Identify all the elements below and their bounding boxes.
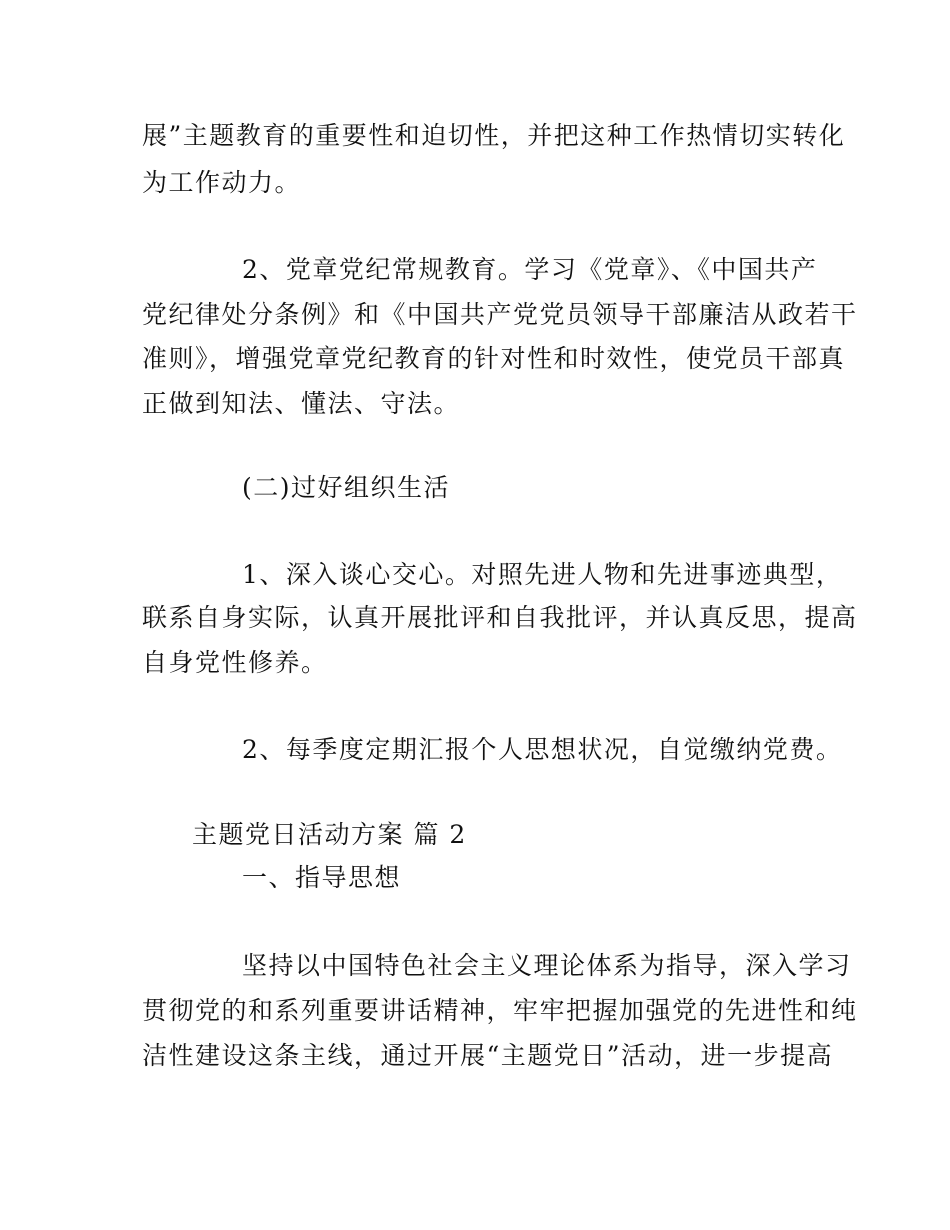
paragraph-line: 2、每季度定期汇报个人思想状况，自觉缴纳党费。 [242, 735, 843, 764]
document-title: 主题党日活动方案 篇 2 [192, 820, 467, 849]
paragraph-line: 准则》，增强党章党纪教育的针对性和时效性，使党员干部真 [142, 344, 846, 373]
section-heading: (二)过好组织生活 [242, 473, 451, 502]
paragraph-line: 展”主题教育的重要性和迫切性，并把这种工作热情切实转化 [142, 121, 846, 150]
paragraph-line: 自身党性修养。 [142, 648, 328, 677]
paragraph-line: 正做到知法、懂法、守法。 [142, 389, 461, 418]
paragraph-line: 坚持以中国特色社会主义理论体系为指导，深入学习 [242, 951, 852, 980]
paragraph-line: 党纪律处分条例》和《中国共产党党员领导干部廉洁从政若干 [142, 300, 858, 329]
paragraph-line: 洁性建设这条主线，通过开展“主题党日”活动，进一步提高 [142, 1041, 834, 1070]
paragraph-line: 为工作动力。 [142, 168, 302, 197]
paragraph-line: 贯彻党的和系列重要讲话精神，牢牢把握加强党的先进性和纯 [142, 996, 858, 1025]
paragraph-line: 1、深入谈心交心。对照先进人物和先进事迹典型， [242, 560, 843, 589]
paragraph-line: 2、党章党纪常规教育。学习《党章》、《中国共产 [242, 255, 818, 284]
section-heading: 一、指导思想 [242, 863, 402, 892]
paragraph-line: 联系自身实际，认真开展批评和自我批评，并认真反思，提高 [142, 603, 858, 632]
